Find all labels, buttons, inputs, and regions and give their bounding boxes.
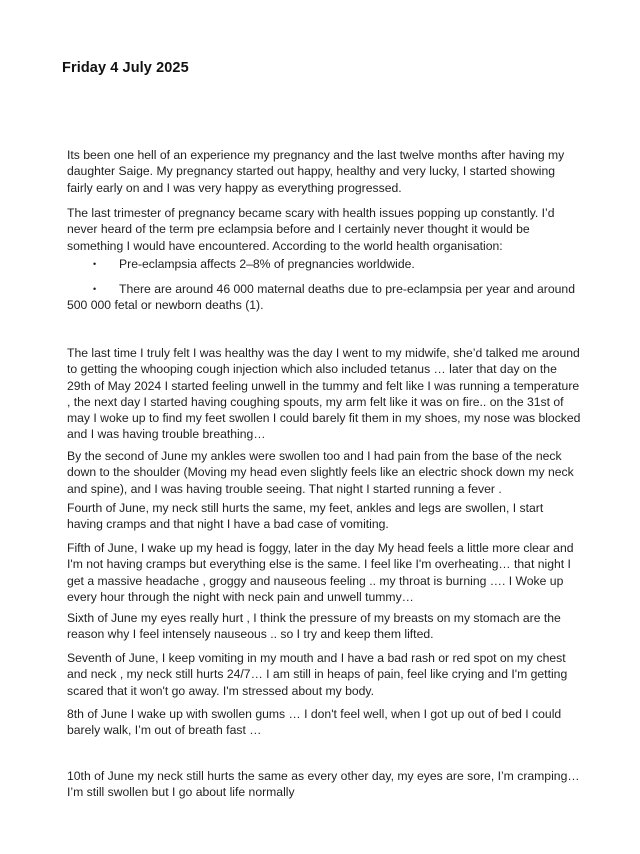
diary-entry-june-7: Seventh of June, I keep vomiting in my mouth and I have a bad rash or red spot on my chest and neck , my neck still hurts 24/7… I am still in heaps of pain, feel like crying and I'm getting scared that it won't go away. I'm stressed about my body. — [67, 651, 568, 698]
diary-entry-june-5: Fifth of June, I wake up my head is foggy, later in the day My head feels a little more clear and I'm not having cramps but everything else is the same. I feel like I'm overheating… that night I get a massive headache , groggy and nauseous feeling .. my throat is burning …. I Woke up every hour through the night with neck pain and unwell tummy… — [67, 541, 574, 604]
diary-entry-june-8: 8th of June I wake up with swollen gums … I don't feel well, when I got up out of bed I could barely walk, I’m out of breath fast … — [67, 707, 562, 738]
diary-entry-june-6: Sixth of June my eyes really hurt , I think the pressure of my breasts on my stomach are the reason why I feel intensely nauseous .. so I try and keep them lifted. — [67, 611, 561, 642]
diary-entry-june-10: 10th of June my neck still hurts the same as every other day, my eyes are sore, I’m cramping… I’m still swollen but I go about life normally — [67, 769, 580, 800]
bullet-text: Pre-eclampsia affects 2–8% of pregnancies worldwide. — [119, 257, 415, 271]
diary-entry-may: The last time I truly felt I was healthy was the day I went to my midwife, she’d talked me around to getting the whooping cough injection which also included tetanus … later that day on the 29th of May 2024 I started feeling unwell in the tummy and felt like I was running a temperature , the next day I started having coughing spouts, my arm felt like it was on fire.. on the 31st of may I woke up to find my feet swollen I could barely fit them in my shoes, my nose was blocked and I was having trouble breathing… — [67, 346, 581, 442]
bullet-icon: • — [93, 259, 97, 269]
trimester-paragraph: The last trimester of pregnancy became scary with health issues popping up constantly. I’d never heard of the term pre eclampsia before and I certainly never thought it would be something I would have encountered. According to the world health organisation: — [67, 206, 555, 253]
date-heading: Friday 4 July 2025 — [62, 60, 189, 76]
diary-entry-june-4: Fourth of June, my neck still hurts the same, my feet, ankles and legs are swollen, I start having cramps and that night I have a bad case of vomiting. — [67, 501, 544, 532]
bullet-text: There are around 46 000 maternal deaths due to pre-eclampsia per year and around 500 000 fetal or newborn deaths (1). — [67, 282, 575, 313]
intro-paragraph: Its been one hell of an experience my pregnancy and the last twelve months after having my daughter Saige. My pregnancy started out happy, healthy and very lucky, I started showing fairly early on and I was very happy as everything progressed. — [67, 148, 565, 195]
bullet-icon: • — [93, 284, 97, 294]
bullet-item — [67, 256, 582, 272]
diary-entry-june-2: By the second of June my ankles were swollen too and I had pain from the base of the neck down to the shoulder (Moving my head even slightly feels like an electric shock down my neck and spine), and I was having trouble seeing. That night I started running a fever . — [67, 449, 574, 496]
bullet-item — [67, 281, 582, 314]
